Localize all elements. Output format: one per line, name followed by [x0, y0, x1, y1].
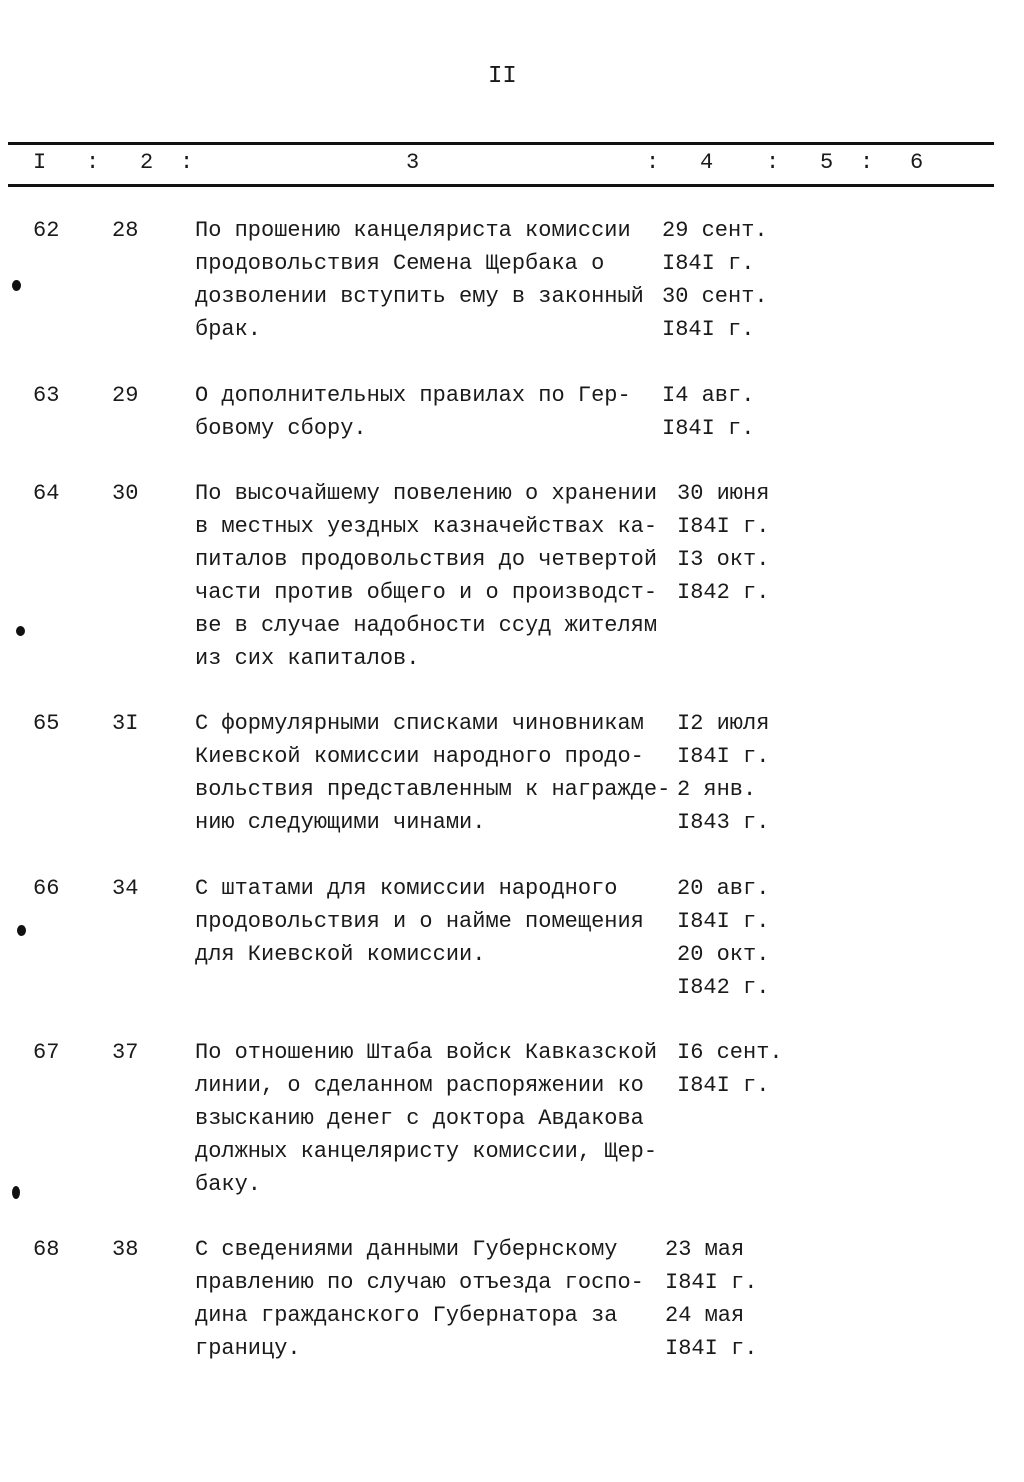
date-line: 2 янв.	[677, 777, 757, 802]
description-line: О дополнительных правилах по Гер-	[195, 383, 631, 408]
description-line: должных канцеляристу комиссии, Щер-	[195, 1139, 658, 1164]
description-line: правлению по случаю отъезда госпо-	[195, 1270, 644, 1295]
date-line: I84I г.	[677, 744, 770, 769]
description-line: По высочайшему повелению о хранении	[195, 481, 658, 506]
description-line: По отношению Штаба войск Кавказской	[195, 1040, 658, 1065]
description-line: продовольствия Семена Щербака о	[195, 251, 605, 276]
item-number: 64	[33, 481, 60, 506]
date-line: I84I г.	[677, 1073, 770, 1098]
sheet-number: 38	[112, 1237, 139, 1262]
description-line: Киевской комиссии народного продо-	[195, 744, 644, 769]
date-line: I84I г.	[677, 514, 770, 539]
description-line: вольствия представленным к награжде-	[195, 777, 671, 802]
description-line: баку.	[195, 1172, 262, 1197]
item-number: 62	[33, 218, 60, 243]
item-number: 68	[33, 1237, 60, 1262]
ink-spot	[12, 1186, 20, 1199]
date-line: I842 г.	[677, 580, 770, 605]
date-line: I2 июля	[677, 711, 770, 736]
header-col-4: 4	[700, 150, 714, 175]
header-top-rule	[8, 142, 994, 145]
description-line: бовому сбору.	[195, 416, 367, 441]
description-line: С штатами для комиссии народного	[195, 876, 618, 901]
description-line: части против общего и о производст-	[195, 580, 658, 605]
date-line: I843 г.	[677, 810, 770, 835]
description-line: взысканию денег с доктора Авдакова	[195, 1106, 644, 1131]
sheet-number: 29	[112, 383, 139, 408]
header-col-1: I	[33, 150, 47, 175]
date-line: I84I г.	[662, 251, 755, 276]
header-sep: :	[766, 150, 780, 175]
date-line: I84I г.	[662, 317, 755, 342]
page-number: II	[488, 63, 517, 90]
sheet-number: 30	[112, 481, 139, 506]
description-line: ве в случае надобности ссуд жителям	[195, 613, 658, 638]
date-line: I84I г.	[665, 1336, 758, 1361]
header-col-2: 2	[140, 150, 154, 175]
description-line: По прошению канцеляриста комиссии	[195, 218, 631, 243]
date-line: I3 окт.	[677, 547, 770, 572]
description-line: дозволении вступить ему в законный	[195, 284, 644, 309]
date-line: I84I г.	[677, 909, 770, 934]
date-line: 30 июня	[677, 481, 770, 506]
date-line: 30 сент.	[662, 284, 768, 309]
date-line: I6 сент.	[677, 1040, 783, 1065]
description-line: нию следующими чинами.	[195, 810, 486, 835]
item-number: 66	[33, 876, 60, 901]
date-line: 24 мая	[665, 1303, 745, 1328]
date-line: I842 г.	[677, 975, 770, 1000]
ink-spot	[17, 925, 26, 936]
description-line: С формулярными списками чиновникам	[195, 711, 644, 736]
description-line: С сведениями данными Губернскому	[195, 1237, 618, 1262]
item-number: 67	[33, 1040, 60, 1065]
header-sep: :	[646, 150, 660, 175]
sheet-number: 34	[112, 876, 139, 901]
header-sep: :	[860, 150, 874, 175]
description-line: питалов продовольствия до четвертой	[195, 547, 658, 572]
date-line: 23 мая	[665, 1237, 745, 1262]
description-line: из сих капиталов.	[195, 646, 420, 671]
description-line: в местных уездных казначействах ка-	[195, 514, 658, 539]
description-line: линии, о сделанном распоряжении ко	[195, 1073, 644, 1098]
ink-spot	[12, 280, 21, 291]
item-number: 63	[33, 383, 60, 408]
item-number: 65	[33, 711, 60, 736]
header-sep: :	[86, 150, 100, 175]
sheet-number: 28	[112, 218, 139, 243]
date-line: 20 авг.	[677, 876, 770, 901]
sheet-number: 37	[112, 1040, 139, 1065]
description-line: дина гражданского Губернатора за	[195, 1303, 618, 1328]
description-line: для Киевской комиссии.	[195, 942, 486, 967]
date-line: I4 авг.	[662, 383, 755, 408]
description-line: продовольствия и о найме помещения	[195, 909, 644, 934]
ink-spot	[16, 626, 25, 636]
date-line: I84I г.	[665, 1270, 758, 1295]
header-col-6: 6	[910, 150, 924, 175]
header-sep: :	[180, 150, 194, 175]
date-line: 20 окт.	[677, 942, 770, 967]
header-col-5: 5	[820, 150, 834, 175]
header-col-3: 3	[406, 150, 420, 175]
sheet-number: 3I	[112, 711, 139, 736]
date-line: I84I г.	[662, 416, 755, 441]
description-line: границу.	[195, 1336, 301, 1361]
date-line: 29 сент.	[662, 218, 768, 243]
header-bottom-rule	[8, 184, 994, 187]
description-line: брак.	[195, 317, 262, 342]
